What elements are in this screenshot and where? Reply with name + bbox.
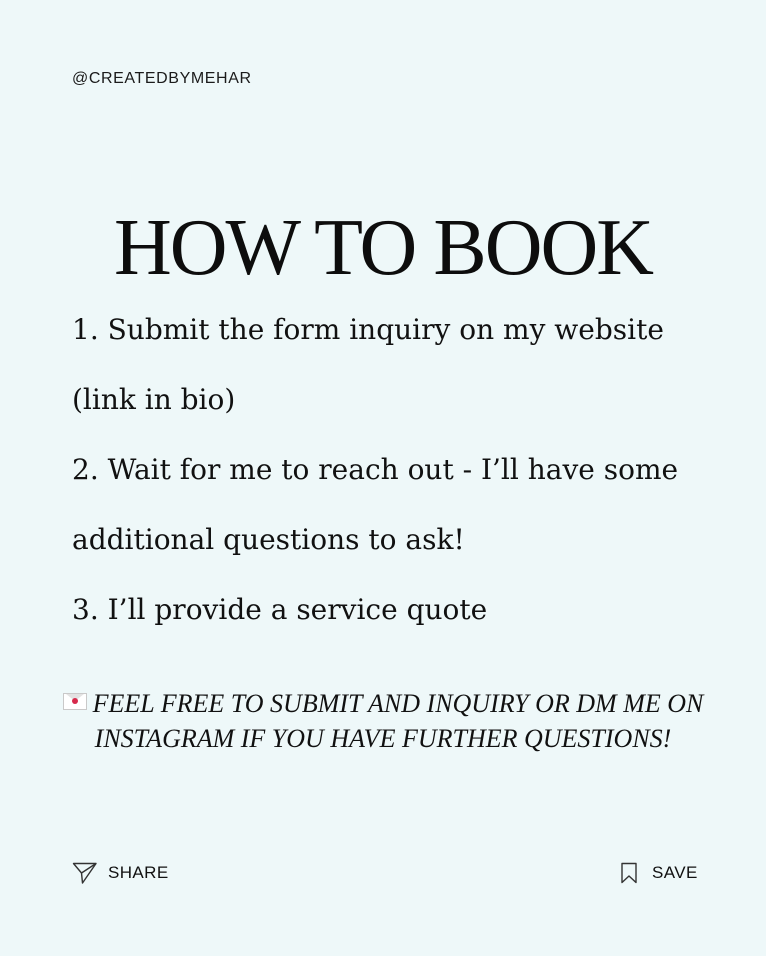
save-button[interactable] bbox=[620, 860, 698, 886]
booking-steps-list bbox=[72, 295, 712, 645]
save-label: SAVE bbox=[652, 863, 698, 882]
creator-handle: @CREATEDBYMEHAR bbox=[72, 70, 252, 87]
love-letter-icon bbox=[63, 693, 87, 710]
page-title: HOW TO BOOK bbox=[113, 204, 653, 292]
step-1: 1. Submit the form inquiry on my website (link in bio) bbox=[72, 313, 664, 416]
step-3: 3. I’ll provide a service quote bbox=[72, 593, 488, 626]
inquiry-note-text: FEEL FREE TO SUBMIT AND INQUIRY OR DM ME ON INSTAGRAM IF YOU HAVE FURTHER QUESTIONS! bbox=[92, 689, 704, 753]
share-button[interactable] bbox=[72, 860, 169, 886]
inquiry-note bbox=[40, 686, 726, 756]
send-icon bbox=[72, 860, 98, 886]
share-label: SHARE bbox=[108, 863, 169, 882]
bookmark-icon bbox=[620, 860, 638, 886]
step-2: 2. Wait for me to reach out - I’ll have some additional questions to ask! bbox=[72, 453, 679, 556]
